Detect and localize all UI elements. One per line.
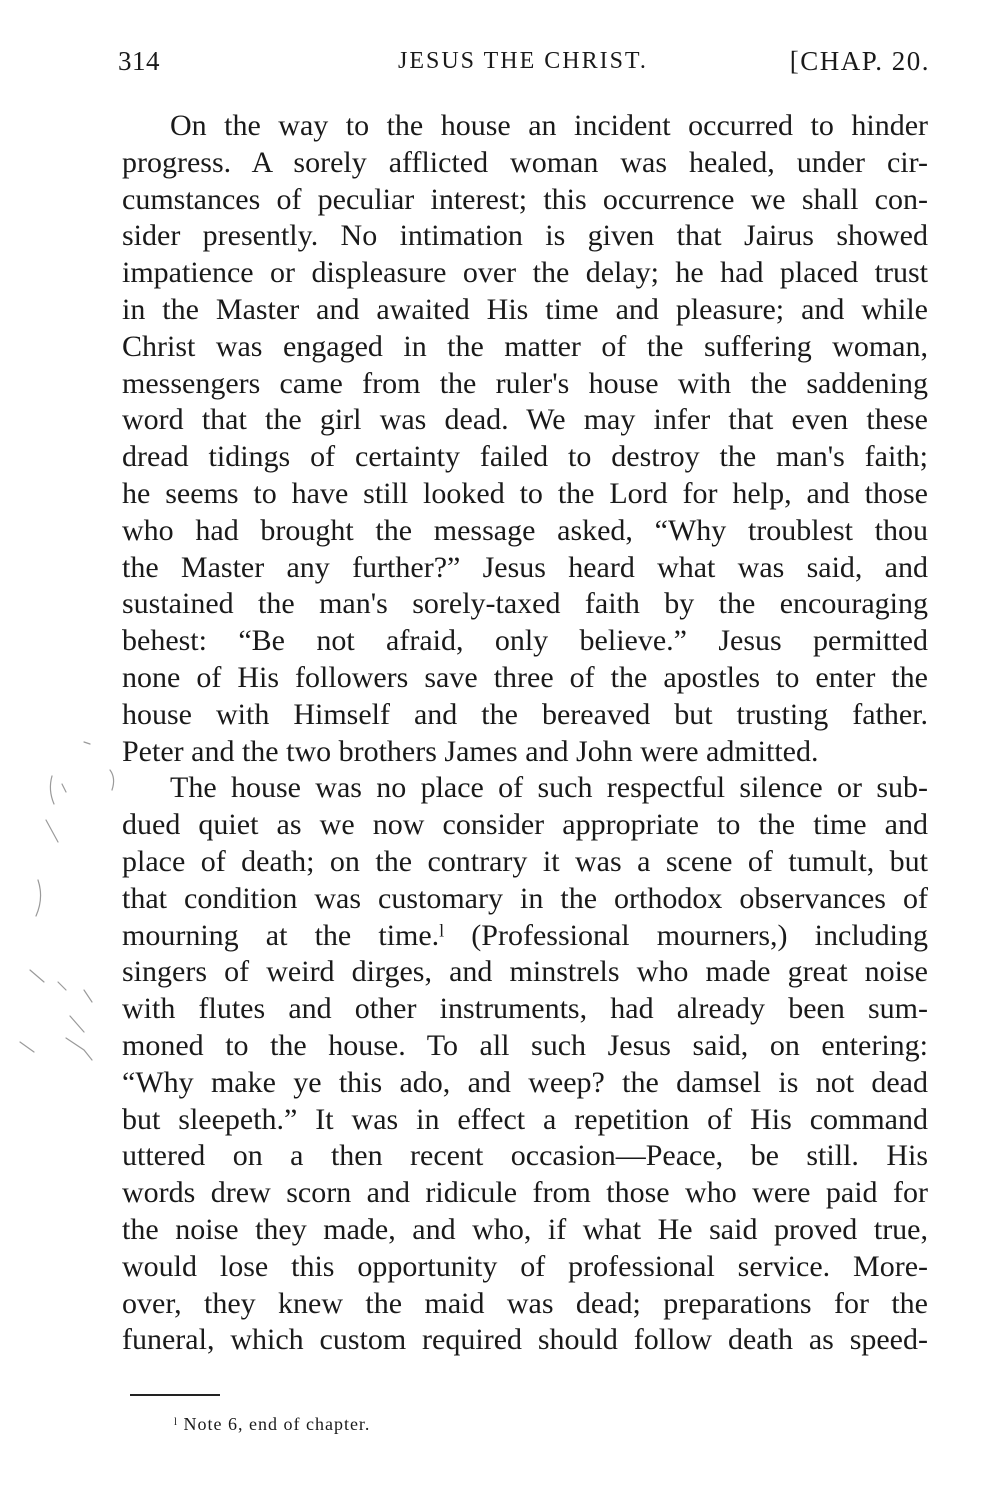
page-number: 314 bbox=[118, 46, 160, 76]
text-line: sustained the man's sorely-taxed faith by the encouraging bbox=[122, 587, 928, 621]
text-line: dued quiet as we now consider appropriate to the time and bbox=[122, 808, 928, 842]
text-line: impatience or displeasure over the delay; he had placed trust bbox=[122, 256, 928, 290]
text-line: funeral, which custom required should follow death as speed- bbox=[122, 1323, 928, 1357]
text-line: would lose this opportunity of professional service. More- bbox=[122, 1249, 928, 1283]
text-line: sider presently. No intimation is given that Jairus showed bbox=[122, 219, 928, 253]
text-line: messengers came from the ruler's house with the saddening bbox=[122, 366, 928, 400]
text-line: who had brought the message asked, “Why troublest thou bbox=[122, 513, 928, 547]
running-title: JESUS THE CHRIST. bbox=[398, 48, 648, 74]
text-line: word that the girl was dead. We may infer that even these bbox=[122, 403, 928, 437]
text-line: in the Master and awaited His time and pleasure; and while bbox=[122, 292, 928, 326]
text-line: none of His followers save three of the apostles to enter the bbox=[122, 660, 928, 694]
text-line: house with Himself and the bereaved but trusting father. bbox=[122, 697, 928, 731]
text-line: the Master any further?” Jesus heard what was said, and bbox=[122, 550, 928, 584]
footnote: ˡ Note 6, end of chapter. bbox=[174, 1414, 371, 1434]
text-line: words drew scorn and ridicule from those who were paid for bbox=[122, 1176, 928, 1210]
text-line: progress. A sorely afflicted woman was healed, under cir- bbox=[122, 145, 928, 179]
text-line: the noise they made, and who, if what He said proved true, bbox=[122, 1212, 928, 1246]
text-line: Christ was engaged in the matter of the suffering woman, bbox=[122, 329, 928, 363]
text-line: On the way to the house an incident occurred to hinder bbox=[170, 109, 928, 142]
chapter-label: [CHAP. 20. bbox=[789, 46, 930, 76]
body-text bbox=[122, 108, 928, 1359]
text-line: dread tidings of certainty failed to destroy the man's faith; bbox=[122, 440, 928, 474]
text-line: Peter and the two brothers James and John were admitted. bbox=[122, 734, 819, 768]
text-line: “Why make ye this ado, and weep? the damsel is not dead bbox=[122, 1065, 928, 1099]
text-line: The house was no place of such respectful silence or sub- bbox=[170, 771, 928, 805]
text-line: uttered on a then recent occasion—Peace, be still. His bbox=[122, 1139, 928, 1173]
text-line: mourning at the time.ˡ (Professional mourners,) including bbox=[122, 918, 928, 952]
text-line: cumstances of peculiar interest; this occurrence we shall con- bbox=[122, 182, 928, 216]
footnote-rule bbox=[130, 1394, 220, 1396]
text-line: behest: “Be not afraid, only believe.” Jesus permitted bbox=[122, 624, 928, 658]
text-line: over, they knew the maid was dead; preparations for the bbox=[122, 1286, 928, 1320]
text-line: that condition was customary in the orthodox observances of bbox=[122, 881, 928, 915]
text-line: he seems to have still looked to the Lord for help, and those bbox=[122, 476, 928, 510]
text-line: but sleepeth.” It was in effect a repetition of His command bbox=[122, 1102, 928, 1136]
text-line: with flutes and other instruments, had already been sum- bbox=[122, 992, 928, 1026]
text-line: singers of weird dirges, and minstrels who made great noise bbox=[122, 955, 928, 989]
text-line: moned to the house. To all such Jesus said, on entering: bbox=[122, 1028, 928, 1062]
running-head bbox=[118, 46, 930, 86]
text-line: place of death; on the contrary it was a scene of tumult, but bbox=[122, 844, 928, 878]
margin-pencil-marks bbox=[0, 720, 130, 1080]
